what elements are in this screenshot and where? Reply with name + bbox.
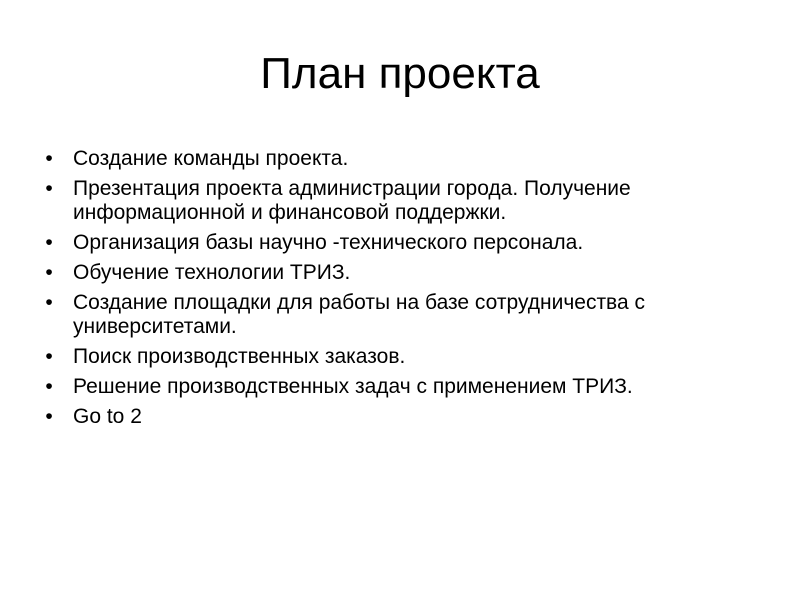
list-item-order-search xyxy=(40,345,770,369)
slide-title: План проекта xyxy=(260,49,540,98)
list-item-create-team xyxy=(40,147,770,171)
list-item-text: Поиск производственных заказов. xyxy=(73,345,406,368)
list-item-go-to xyxy=(40,405,770,429)
list-item-text: Создание площадки для работы на базе сотрудничества с университетами. xyxy=(73,291,645,338)
list-item-text: Презентация проекта администрации города. Получение информационной и финансовой поддержки. xyxy=(73,177,631,224)
list-item-text: Go to 2 xyxy=(73,405,142,428)
list-item-text: Обучение технологии ТРИЗ. xyxy=(73,261,351,284)
bullet-icon: • xyxy=(45,147,53,170)
bullet-icon: • xyxy=(45,291,53,314)
list-item-city-presentation xyxy=(40,177,770,225)
bullet-icon: • xyxy=(45,345,53,368)
list-item-production-tasks xyxy=(40,375,770,399)
list-item-staff-base xyxy=(40,231,770,255)
list-item-university-platform xyxy=(40,291,770,339)
bullet-icon: • xyxy=(45,231,53,254)
list-item-text: Создание команды проекта. xyxy=(73,147,349,170)
bullet-icon: • xyxy=(45,375,53,398)
bullet-list xyxy=(40,147,770,435)
list-item-text: Организация базы научно -технического персонала. xyxy=(73,231,584,254)
bullet-icon: • xyxy=(45,177,53,200)
bullet-icon: • xyxy=(45,405,53,428)
list-item-triz-training xyxy=(40,261,770,285)
list-item-text: Решение производственных задач с применением ТРИЗ. xyxy=(73,375,633,398)
bullet-icon: • xyxy=(45,261,53,284)
